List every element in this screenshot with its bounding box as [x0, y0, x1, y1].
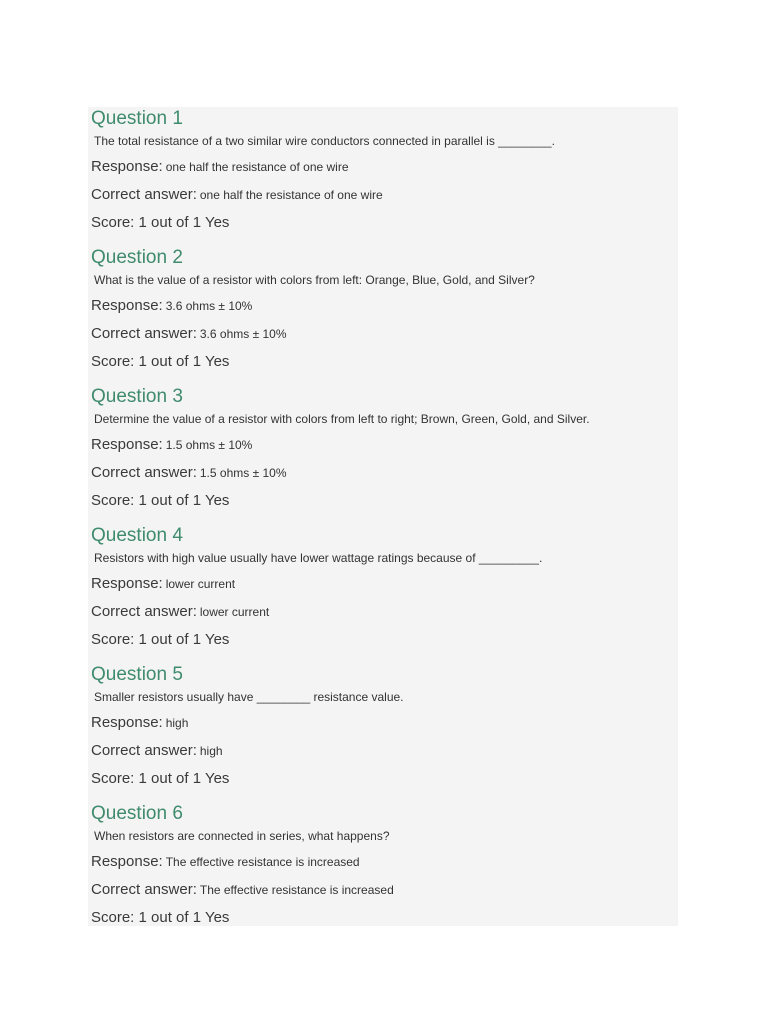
question-title: Question 4: [91, 525, 183, 546]
score-row: [91, 631, 229, 649]
response-value: 1.5 ohms ± 10%: [165, 438, 253, 452]
question-block: [88, 663, 678, 802]
question-text: What is the value of a resistor with colors from left: Orange, Blue, Gold, and Silver?: [94, 273, 535, 287]
score-text: Score: 1 out of 1 Yes: [91, 909, 230, 926]
correct-answer-value: 3.6 ohms ± 10%: [199, 327, 287, 341]
correct-answer-value: 1.5 ohms ± 10%: [199, 466, 287, 480]
response-label: Response:: [91, 714, 163, 731]
question-block: [88, 385, 678, 524]
correct-answer-label: Correct answer:: [91, 325, 197, 342]
correct-answer-label: Correct answer:: [91, 464, 197, 481]
response-row: [91, 853, 360, 871]
response-value: lower current: [165, 577, 236, 591]
question-block: [88, 107, 678, 246]
score-row: [91, 214, 229, 232]
correct-answer-row: [91, 325, 287, 343]
question-block: [88, 246, 678, 385]
response-row: [91, 297, 252, 315]
correct-answer-value: The effective resistance is increased: [199, 883, 394, 897]
response-label: Response:: [91, 297, 163, 314]
question-text: Smaller resistors usually have ________ resistance value.: [94, 690, 404, 704]
question-title: Question 6: [91, 803, 183, 824]
response-row: [91, 158, 349, 176]
quiz-results-panel: [88, 107, 678, 926]
correct-answer-row: [91, 742, 223, 760]
question-text: Determine the value of a resistor with colors from left to right; Brown, Green, Gold, and Silver.: [94, 412, 590, 426]
response-label: Response:: [91, 575, 163, 592]
score-text: Score: 1 out of 1 Yes: [91, 492, 230, 509]
correct-answer-label: Correct answer:: [91, 742, 197, 759]
question-title: Question 1: [91, 108, 183, 129]
correct-answer-row: [91, 603, 269, 621]
question-title: Question 5: [91, 664, 183, 685]
correct-answer-value: high: [199, 744, 223, 758]
question-block: [88, 802, 678, 941]
correct-answer-label: Correct answer:: [91, 186, 197, 203]
question-block: [88, 524, 678, 663]
correct-answer-value: lower current: [199, 605, 270, 619]
question-title: Question 3: [91, 386, 183, 407]
question-text: When resistors are connected in series, what happens?: [94, 829, 390, 843]
response-value: one half the resistance of one wire: [165, 160, 349, 174]
response-row: [91, 575, 235, 593]
question-text: Resistors with high value usually have lower wattage ratings because of _________.: [94, 551, 543, 565]
correct-answer-label: Correct answer:: [91, 603, 197, 620]
correct-answer-row: [91, 186, 383, 204]
score-row: [91, 909, 229, 927]
question-text: The total resistance of a two similar wire conductors connected in parallel is ________.: [94, 134, 555, 148]
correct-answer-label: Correct answer:: [91, 881, 197, 898]
score-text: Score: 1 out of 1 Yes: [91, 770, 230, 787]
score-row: [91, 353, 229, 371]
score-row: [91, 492, 229, 510]
score-text: Score: 1 out of 1 Yes: [91, 214, 230, 231]
response-row: [91, 714, 188, 732]
response-label: Response:: [91, 158, 163, 175]
score-text: Score: 1 out of 1 Yes: [91, 631, 230, 648]
response-value: 3.6 ohms ± 10%: [165, 299, 253, 313]
question-title: Question 2: [91, 247, 183, 268]
response-label: Response:: [91, 853, 163, 870]
correct-answer-row: [91, 464, 287, 482]
response-value: The effective resistance is increased: [165, 855, 360, 869]
score-text: Score: 1 out of 1 Yes: [91, 353, 230, 370]
score-row: [91, 770, 229, 788]
response-row: [91, 436, 252, 454]
correct-answer-value: one half the resistance of one wire: [199, 188, 383, 202]
response-label: Response:: [91, 436, 163, 453]
correct-answer-row: [91, 881, 394, 899]
response-value: high: [165, 716, 189, 730]
